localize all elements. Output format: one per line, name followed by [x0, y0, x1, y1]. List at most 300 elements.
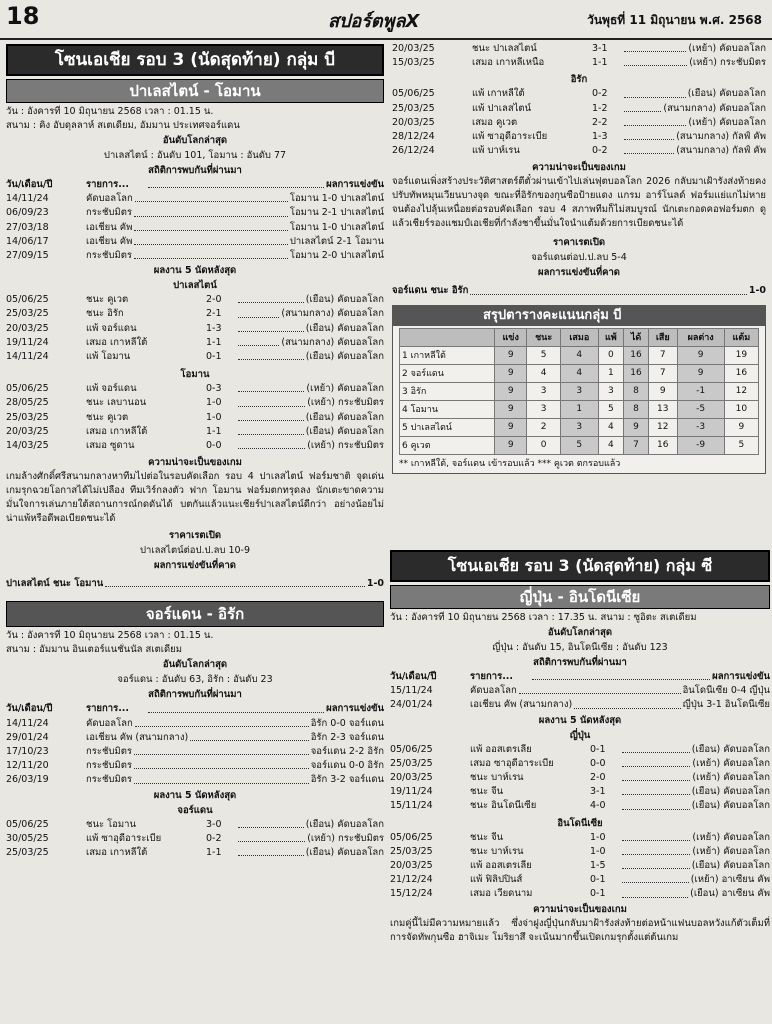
form-competition: คัดบอลโลก — [723, 757, 770, 769]
standings-cell: 1 — [598, 364, 623, 382]
h2h-competition: กระชับมิตร — [86, 746, 132, 758]
standings-cell: 16 — [624, 364, 649, 382]
form-competition: คัดบอลโลก — [723, 845, 770, 857]
form-venue: (เยือน) — [305, 322, 335, 334]
leader — [519, 684, 681, 694]
form-competition: คัดบอลโลก — [723, 786, 770, 798]
form-row — [392, 56, 766, 70]
match2-teamA: จอร์แดน — [177, 804, 213, 816]
form-opponent: เสมอ เกาหลีเหนือ — [472, 57, 545, 69]
form-row — [390, 771, 770, 785]
h2h-competition: กระชับมิตร — [86, 774, 132, 786]
standings-cell: 3 — [560, 418, 598, 436]
form-row — [6, 293, 384, 307]
form-competition: คัดบอลโลก — [337, 351, 384, 363]
leader — [622, 859, 690, 869]
form-opponent: แพ้ จอร์แดน — [86, 322, 137, 334]
page-number: 18 — [6, 2, 40, 30]
standings-cell: 4 — [527, 364, 561, 382]
form-row — [392, 102, 766, 116]
form-venue: (เยือน) — [305, 411, 335, 423]
standings-cell: 7 — [624, 436, 649, 454]
form-row — [390, 743, 770, 757]
standings-cell: -3 — [677, 418, 724, 436]
col-result: ผลการแข่งขัน — [326, 179, 384, 190]
h2h-date: 15/11/24 — [390, 685, 433, 697]
standings-title: สรุปตารางคะแนนกลุ่ม บี — [393, 306, 765, 326]
match2-venue: สนาม : อัมมาน อินเตอร์แนชั่นนัล สเตเดียม — [6, 644, 182, 656]
standings-col-head: แต้ม — [724, 328, 758, 346]
standings-col-head: ผลต่าง — [677, 328, 724, 346]
standings-cell: 9 — [495, 346, 527, 364]
match3-formB-list — [390, 831, 770, 902]
leader — [238, 425, 304, 435]
form-opponent: เสมอ เวียดนาม — [470, 888, 533, 900]
leader — [238, 411, 304, 421]
form-score: 1-1 — [592, 57, 608, 69]
leader — [134, 206, 288, 216]
standings-cell: 16 — [624, 346, 649, 364]
leader — [622, 887, 688, 897]
form-date: 20/03/25 — [390, 772, 433, 784]
form-opponent: แพ้ โอมาน — [86, 351, 131, 363]
leader — [134, 249, 288, 259]
form-opponent: ชนะ บาห์เรน — [470, 772, 524, 784]
leader — [238, 818, 304, 828]
match1-pred-score: 1-0 — [366, 578, 384, 590]
form-opponent: แพ้ จอร์แดน — [86, 383, 137, 395]
form-competition: คัดบอลโลก — [337, 425, 384, 437]
standings-note: ** เกาหลีใต้, จอร์แดน เข้ารอบแล้ว *** คูเวต ตกรอบแล้ว — [399, 458, 621, 469]
form-row — [392, 42, 766, 56]
standings-cell: 8 — [624, 400, 649, 418]
form-row — [6, 832, 384, 846]
form-venue: (เยือน) — [691, 743, 721, 755]
h2h-result: ปาเลสไตน์ 2-1 โอมาน — [289, 235, 384, 247]
col-result: ผลการแข่งขัน — [712, 671, 770, 682]
h2h-result: จอร์แดน 2-2 อิรัก — [310, 746, 384, 758]
standings-col-head: แพ้ — [598, 328, 623, 346]
h2h-result: อินโดนีเซีย 0-4 ญี่ปุ่น — [682, 685, 770, 697]
form-date: 25/03/25 — [392, 102, 435, 114]
standings-cell: 9 — [677, 346, 724, 364]
h2h-competition: กระชับมิตร — [86, 250, 132, 262]
form-score: 1-0 — [590, 831, 606, 843]
form-venue: (เหย้า) — [306, 383, 335, 395]
form-row — [390, 887, 770, 901]
h2h-row — [6, 192, 384, 206]
form-date: 15/03/25 — [392, 57, 435, 69]
match1-h2h-head: สถิติการพบกันที่ผ่านมา — [148, 165, 242, 176]
match1-formB-list — [6, 382, 384, 453]
match1-odds: ปาเลสไตน์ต่อป.ป.ลบ 10-9 — [139, 545, 251, 557]
standings-cell: 9 — [724, 418, 758, 436]
form-score: 3-0 — [206, 818, 222, 830]
match1-rank-head: อันดับโลกล่าสุด — [162, 135, 228, 146]
standings-cell: -5 — [677, 400, 724, 418]
standings-team: 4 โอมาน — [400, 400, 495, 418]
logo: สปอร์ตพูลX — [328, 11, 420, 32]
form-competition: คัดบอลโลก — [337, 411, 384, 423]
form-competition: คัดบอลโลก — [719, 116, 766, 128]
form-row — [6, 818, 384, 832]
form-score: 3-1 — [592, 43, 608, 54]
form-row — [392, 87, 766, 101]
form-opponent: ชนะ คูเวต — [86, 411, 129, 423]
form-score: 1-5 — [590, 860, 606, 872]
form-venue: (สนามกลาง) — [676, 131, 730, 143]
standings-row — [400, 364, 759, 382]
form-competition: กระชับมิตร — [720, 57, 766, 69]
h2h-date: 12/11/20 — [6, 760, 49, 772]
match2-formA-tail — [392, 42, 766, 70]
form-score: 1-0 — [590, 845, 606, 857]
form-opponent: ชนะ จีน — [470, 786, 504, 798]
form-date: 25/03/25 — [390, 845, 433, 857]
leader — [574, 698, 680, 708]
standings-cell: 10 — [724, 400, 758, 418]
form-date: 05/06/25 — [6, 294, 49, 306]
form-score: 0-3 — [206, 383, 222, 395]
form-competition: อาเซียน คัพ — [721, 874, 770, 886]
leader — [135, 192, 288, 202]
standings-row — [400, 400, 759, 418]
form-date: 26/12/24 — [392, 145, 435, 157]
form-score: 1-3 — [592, 131, 608, 143]
standings-team: 5 ปาเลสไตน์ — [400, 418, 495, 436]
h2h-result: โอมาน 2-1 ปาเลสไตน์ — [289, 207, 384, 219]
form-competition: กัลฟ์ คัพ — [732, 145, 766, 157]
form-date: 25/03/25 — [6, 308, 49, 320]
h2h-row — [6, 717, 384, 731]
form-opponent: แพ้ เกาหลีใต้ — [472, 88, 525, 100]
form-date: 19/11/24 — [390, 786, 433, 798]
form-date: 25/03/25 — [6, 411, 49, 423]
form-competition: อาเซียน คัพ — [721, 888, 770, 900]
form-venue: (เหย้า) — [690, 874, 719, 886]
form-row — [390, 831, 770, 845]
col-comp: รายการ... — [470, 671, 514, 682]
form-venue: (เยือน) — [305, 351, 335, 363]
match3-teamB: อินโดนีเซีย — [557, 817, 603, 829]
standings-cell: 2 — [527, 418, 561, 436]
h2h-row — [390, 698, 770, 712]
h2h-date: 17/10/23 — [6, 746, 49, 758]
leader — [624, 42, 686, 52]
form-competition: กัลฟ์ คัพ — [732, 131, 766, 143]
match2-analysis-head: ความน่าจะเป็นของเกม — [532, 162, 626, 174]
form-score: 0-1 — [590, 743, 606, 755]
leader — [622, 743, 690, 753]
form-venue: (เยือน) — [690, 888, 719, 900]
form-date: 25/03/25 — [6, 847, 49, 859]
standings-cell: 5 — [560, 436, 598, 454]
form-venue: (เหย้า) — [307, 832, 336, 844]
form-opponent: ชนะ คูเวต — [86, 294, 129, 306]
match3-teamA: ญี่ปุ่น — [569, 729, 591, 741]
match1-h2h-list — [6, 192, 384, 263]
standings-cell: 3 — [598, 382, 623, 400]
form-row — [6, 411, 384, 425]
match1-date: วัน : อังคารที่ 10 มิถุนายน 2568 เวลา : 01.15 น. — [6, 106, 214, 117]
form-date: 28/12/24 — [392, 131, 435, 143]
form-venue: (เหย้า) — [692, 757, 721, 769]
match1-title: ปาเลสไตน์ - โอมาน — [6, 79, 384, 103]
h2h-row — [6, 745, 384, 759]
standings-cell: 1 — [560, 400, 598, 418]
match3-h2h-list — [390, 684, 770, 712]
form-score: 0-2 — [206, 832, 222, 844]
form-venue: (เยือน) — [687, 88, 717, 100]
form-competition: คัดบอลโลก — [337, 294, 384, 306]
form-score: 0-0 — [206, 440, 222, 452]
h2h-result: โอมาน 1-0 ปาเลสไตน์ — [289, 221, 384, 233]
h2h-row — [390, 684, 770, 698]
form-date: 15/12/24 — [390, 888, 433, 900]
standings-cell: 9 — [648, 382, 677, 400]
col-date: วัน/เดือน/ปี — [390, 671, 437, 682]
h2h-result: อิรัก 3-2 จอร์แดน — [310, 774, 384, 786]
form-date: 05/06/25 — [392, 88, 435, 100]
h2h-competition: เอเชี่ยน คัพ — [86, 221, 133, 233]
standings-cell: 7 — [648, 364, 677, 382]
left-column — [6, 44, 384, 860]
form-row — [390, 799, 770, 813]
standings-col-head: เสีย — [648, 328, 677, 346]
form-date: 20/03/25 — [6, 425, 49, 437]
standings-cell: 4 — [560, 346, 598, 364]
match3-analysis: เกมคู่นี้ไม่มีความหมายแล้ว ซึ่งจ่าฝูงญี่ปุ่นกลับมาฝ้ารังส่งท้ายต่อหน้าแฟนบอลหวังแก้ตัวเต็มที่ การจัดทัพกุนซือ ฮาจิเมะ โมริยาสึ จะเน้นมากขึ้นเปิดเกมรุกตั้งแต่ต้นเกม — [390, 917, 770, 943]
form-score: 0-1 — [590, 874, 606, 886]
form-row — [6, 307, 384, 321]
match2-formB-list — [392, 87, 766, 158]
standings-cell: 3 — [560, 382, 598, 400]
form-venue: (เหย้า) — [692, 772, 721, 784]
form-competition: คัดบอลโลก — [337, 818, 384, 830]
match1-venue: สนาม : คิง อับดุลลาห์ สเตเดียม, อัมมาน ประเทศจอร์แดน — [6, 120, 240, 131]
form-row — [390, 873, 770, 887]
form-opponent: เสมอ เกาหลีใต้ — [86, 847, 148, 859]
match2-odds-head: ราคาเรตเปิด — [552, 237, 606, 249]
leader — [134, 235, 288, 245]
leader — [622, 771, 690, 781]
form-score: 1-1 — [206, 847, 222, 859]
standings-team: 2 จอร์แดน — [400, 364, 495, 382]
form-score: 0-1 — [590, 888, 606, 900]
h2h-date: 14/11/24 — [6, 717, 49, 729]
form-venue: (เหย้า) — [307, 440, 336, 452]
leader — [238, 846, 304, 856]
form-venue: (เหย้า) — [688, 43, 717, 54]
col-result: ผลการแข่งขัน — [326, 703, 384, 715]
match3-date: วัน : อังคารที่ 10 มิถุนายน 2568 เวลา : 17.35 น. สนาม : ซูอิตะ สเตเดียม — [390, 612, 697, 623]
standings-team: 1 เกาหลีใต้ — [400, 346, 495, 364]
leader — [134, 221, 288, 231]
leader — [624, 144, 674, 154]
match2-odds: จอร์แดนต่อป.ป.ลบ 5-4 — [531, 252, 627, 264]
leader — [624, 87, 686, 97]
h2h-result: อิรัก 0-0 จอร์แดน — [310, 717, 384, 729]
match2-title: จอร์แดน - อิรัก — [6, 601, 384, 627]
form-score: 0-0 — [590, 757, 606, 769]
match1-odds-head: ราคาเรตเปิด — [168, 530, 222, 542]
match3-h2h-head: สถิติการพบกันที่ผ่านมา — [533, 657, 627, 668]
leader — [622, 785, 690, 795]
standings-row — [400, 436, 759, 454]
form-opponent: แพ้ ฟิลิปปินส์ — [470, 874, 523, 886]
h2h-result: อิรัก 2-3 จอร์แดน — [310, 731, 384, 743]
match1-rank: ปาเลสไตน์ : อันดับ 101, โอมาน : อันดับ 77 — [103, 150, 287, 161]
standings-row — [400, 418, 759, 436]
form-opponent: ชนะ อิรัก — [86, 308, 124, 320]
leader — [190, 731, 309, 741]
form-date: 05/06/25 — [6, 818, 49, 830]
form-score: 1-3 — [206, 322, 222, 334]
h2h-competition: กระชับมิตร — [86, 207, 132, 219]
form-venue: (เหย้า) — [307, 397, 336, 409]
form-score: 0-2 — [592, 145, 608, 157]
match3-formA-list — [390, 743, 770, 814]
match1-form-head: ผลงาน 5 นัดหลังสุด — [153, 265, 237, 277]
form-score: 1-1 — [206, 425, 222, 437]
form-venue: (สนามกลาง) — [676, 145, 730, 157]
form-row — [6, 350, 384, 364]
form-row — [6, 382, 384, 396]
form-row — [390, 845, 770, 859]
form-date: 20/03/25 — [392, 116, 435, 128]
form-venue: (สนามกลาง) — [281, 308, 335, 320]
standings-col-head: เสมอ — [560, 328, 598, 346]
leader — [134, 773, 309, 783]
form-venue: (เยือน) — [305, 818, 335, 830]
standings-cell: 4 — [560, 364, 598, 382]
match2-date: วัน : อังคารที่ 10 มิถุนายน 2568 เวลา : 01.15 น. — [6, 630, 214, 642]
leader — [622, 873, 689, 883]
match3-h2h-header — [390, 670, 770, 684]
right-top-column — [392, 42, 766, 474]
match1-analysis: เกมล้างศักดิ์ศรีสนามกลางหาทีมไปต่อในรอบคัดเลือก รอบ 4 ปาเลสไตน์ ฟอร์มชาติ จุดเด่นเกมรุกฉวยโอกาสได้ไม่เปลือง ทีมเวิร์กลงตัว ฟาก โอมาน ฟอร์มตกทรุดลง นักเตะขาดความมั่นใจการเล่นภายใต้สถานการณ์กดดันได้ บตกันแล้วแนะเชียร์ปาเลสไตน์ดีกว่า อย่างน้อยไม่น่าแพ้หรือดีพอเบียดชนะได้ — [6, 471, 384, 525]
h2h-date: 29/01/24 — [6, 731, 49, 743]
form-competition: กระชับมิตร — [338, 832, 384, 844]
form-opponent: เสมอ ซูดาน — [86, 440, 135, 452]
form-row — [6, 322, 384, 336]
form-opponent: แพ้ ปาเลสไตน์ — [472, 102, 532, 114]
match3-analysis-head: ความน่าจะเป็นของเกม — [533, 903, 627, 915]
form-venue: (สนามกลาง) — [663, 102, 717, 114]
standings-cell: 9 — [495, 364, 527, 382]
form-competition: คัดบอลโลก — [719, 102, 766, 114]
form-competition: คัดบอลโลก — [719, 43, 766, 54]
match1-formA-list — [6, 293, 384, 364]
match1-prediction — [6, 577, 384, 591]
form-opponent: ชนะ เลบานอน — [86, 397, 147, 409]
standings-table — [399, 328, 759, 455]
form-venue: (เยือน) — [305, 847, 335, 859]
standings-cell: 5 — [598, 400, 623, 418]
standings-cell: -1 — [677, 382, 724, 400]
form-score: 1-2 — [592, 102, 608, 114]
col-comp: รายการ... — [86, 703, 130, 715]
standings-col-head: ชนะ — [527, 328, 561, 346]
leader — [238, 396, 305, 406]
page-header — [0, 0, 772, 40]
leader — [238, 336, 279, 346]
form-opponent: เสมอ เกาหลีใต้ — [86, 336, 148, 348]
form-venue: (เยือน) — [691, 860, 721, 872]
form-competition: คัดบอลโลก — [337, 847, 384, 859]
form-date: 15/11/24 — [390, 800, 433, 812]
form-score: 2-0 — [206, 294, 222, 306]
match2-pred-text: จอร์แดน ชนะ อิรัก — [392, 285, 469, 297]
standings-cell: 19 — [724, 346, 758, 364]
h2h-row — [6, 773, 384, 787]
leader — [238, 350, 304, 360]
match1-teamA: ปาเลสไตน์ — [173, 280, 217, 292]
standings-cell: 9 — [677, 364, 724, 382]
match1-h2h-header — [6, 178, 384, 192]
match3-title: ญี่ปุ่น - อินโดนีเซีย — [390, 585, 770, 609]
form-venue: (เยือน) — [305, 425, 335, 437]
standings-cell: 13 — [648, 400, 677, 418]
form-score: 2-2 — [592, 116, 608, 128]
form-score: 2-1 — [206, 308, 222, 320]
group-b-banner: โซนเอเชีย รอบ 3 (นัดสุดท้าย) กลุ่ม บี — [6, 44, 384, 76]
standings-cell: 3 — [527, 382, 561, 400]
match2-form-head: ผลงาน 5 นัดหลังสุด — [153, 789, 237, 801]
leader — [622, 757, 690, 767]
h2h-date: 06/09/23 — [6, 207, 49, 219]
h2h-competition: เอเชี่ยน คัพ (สนามกลาง) — [470, 699, 573, 711]
form-date: 30/05/25 — [6, 832, 49, 844]
form-opponent: แพ้ ซาอุดีอาระเบีย — [86, 832, 162, 844]
leader — [238, 832, 305, 842]
form-opponent: ชนะ อินโดนีเซีย — [470, 800, 537, 812]
leader — [624, 56, 687, 66]
form-venue: (เหย้า) — [688, 116, 717, 128]
form-date: 05/06/25 — [390, 743, 433, 755]
match2-formA-list — [6, 818, 384, 861]
match3-form-head: ผลงาน 5 นัดหลังสุด — [538, 714, 622, 726]
standings-cell: 9 — [495, 436, 527, 454]
form-row — [6, 425, 384, 439]
standings-row — [400, 346, 759, 364]
match1-pred-head: ผลการแข่งขันที่คาด — [154, 560, 236, 572]
form-score: 1-0 — [206, 397, 222, 409]
form-opponent: ชนะ บาห์เรน — [470, 845, 524, 857]
match2-h2h-header — [6, 702, 384, 716]
form-date: 19/11/24 — [6, 336, 49, 348]
leader — [238, 293, 304, 303]
h2h-date: 27/09/15 — [6, 250, 49, 262]
match1-pred-text: ปาเลสไตน์ ชนะ โอมาน — [6, 578, 104, 590]
h2h-result: ญี่ปุ่น 3-1 อินโดนีเซีย — [682, 699, 770, 711]
form-venue: (เหย้า) — [692, 845, 721, 857]
standings-cell: 9 — [495, 400, 527, 418]
form-date: 14/03/25 — [6, 440, 49, 452]
standings-cell: 9 — [495, 418, 527, 436]
h2h-competition: เอเชี่ยน คัพ (สนามกลาง) — [86, 731, 189, 743]
h2h-date: 27/03/18 — [6, 221, 49, 233]
h2h-row — [6, 249, 384, 263]
standings-cell: 4 — [598, 418, 623, 436]
h2h-result: จอร์แดน 0-0 อิรัก — [310, 760, 384, 772]
match2-teamB: อิรัก — [570, 74, 588, 86]
standings-col-head: แข่ง — [495, 328, 527, 346]
h2h-competition: คัดบอลโลก — [86, 193, 133, 205]
standings-cell: 8 — [624, 382, 649, 400]
standings-cell: 0 — [527, 436, 561, 454]
leader — [134, 759, 309, 769]
